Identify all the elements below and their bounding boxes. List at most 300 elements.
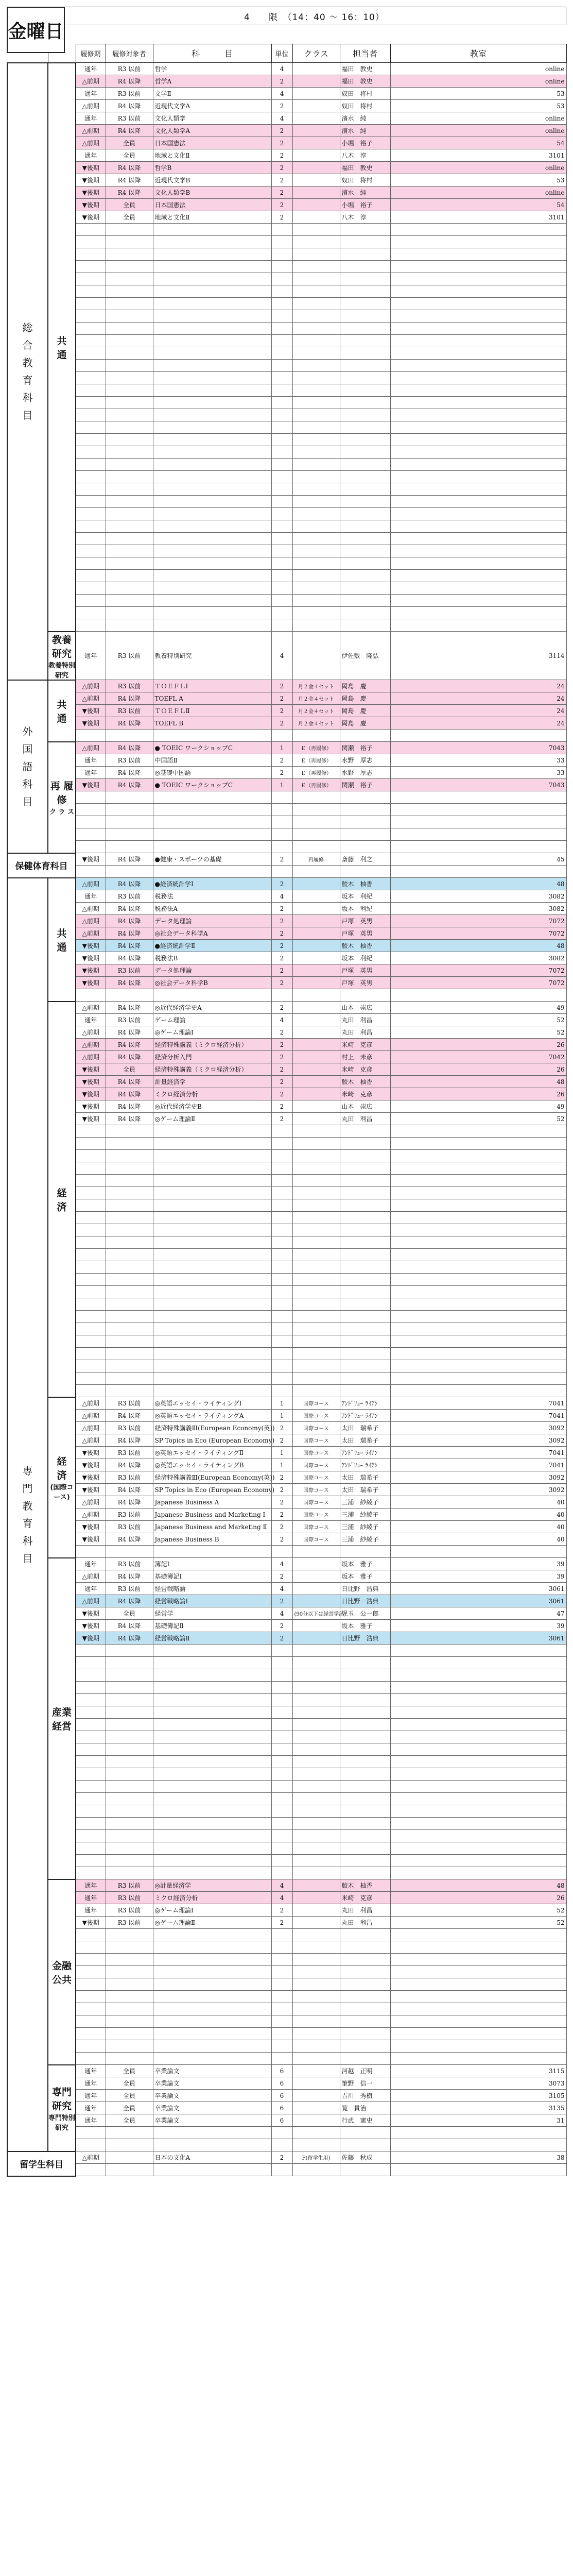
group-label-text: 再 履 修 [50,781,74,806]
credits-cell: 2 [271,1904,292,1917]
teacher-cell: 児玉 公一郎 [340,1607,390,1620]
teacher-cell [340,1546,390,1558]
term-cell [76,1743,106,1756]
course-row [7,2077,566,2090]
term-cell: 通年 [76,1904,106,1917]
subject-cell: ● TOEIC ワークショップC [153,779,271,791]
room-cell [390,1348,566,1360]
teacher-cell: 米崎 克彦 [340,1039,390,1051]
subject-cell: 教養特別研究 [153,632,271,680]
credits-cell: 2 [271,125,292,137]
credits-cell [271,1978,292,1991]
teacher-cell [340,508,390,520]
empty-row [7,557,566,570]
group-sublabel-text: 教養特別研究 [48,662,76,680]
term-cell [76,1657,106,1669]
room-cell: 3092 [390,1484,566,1496]
class-cell: 月２金４セット [292,692,340,705]
class-cell [292,1138,340,1150]
course-row [7,977,566,989]
teacher-cell [340,1793,390,1805]
credits-cell: 2 [271,1521,292,1533]
target-cell [106,1842,153,1855]
target-cell [106,1335,153,1348]
target-cell: R3 以前 [106,1892,153,1904]
room-cell [390,545,566,557]
empty-row [7,2040,566,2053]
target-cell [106,323,153,335]
empty-row [7,1966,566,1978]
empty-row [7,1274,566,1286]
credits-cell: 1 [271,1397,292,1410]
class-cell [292,1781,340,1793]
teacher-cell: ｱﾝﾄﾞﾘｭｰ ﾗｲｱﾝ [340,1459,390,1471]
target-cell [106,1311,153,1323]
course-row [7,2114,566,2127]
credits-cell [271,1546,292,1558]
section-label-text: 総合教育科目 [22,321,33,421]
target-cell [106,804,153,816]
credits-cell [271,570,292,582]
room-cell [390,619,566,632]
credits-cell [271,236,292,248]
credits-cell: 1 [271,1447,292,1459]
credits-cell [271,730,292,742]
subject-cell [153,384,271,397]
empty-row [7,1286,566,1298]
room-cell [390,1138,566,1150]
class-cell [292,1236,340,1249]
teacher-cell: 坂本 雅子 [340,1570,390,1583]
term-cell [76,1669,106,1682]
section-label-hoken [7,853,76,878]
subject-cell: データ処理論 [153,915,271,927]
group-label-text: 教養研究 [51,634,72,659]
teacher-cell [340,1756,390,1768]
room-cell: 48 [390,940,566,952]
room-cell [390,1966,566,1978]
room-cell [390,261,566,273]
class-cell [292,1039,340,1051]
credits-cell [271,273,292,285]
room-cell: online [390,112,566,125]
class-cell [292,1212,340,1224]
credits-cell: 2 [271,174,292,187]
empty-row [7,1645,566,1657]
credits-cell: 2 [271,705,292,717]
term-cell [76,459,106,471]
credits-cell [271,2040,292,2053]
term-cell: ▼後期 [76,1471,106,1484]
room-cell [390,1991,566,2003]
class-cell [292,2003,340,2015]
subject-cell [153,397,271,409]
target-cell: R4 以降 [106,692,153,705]
room-cell [390,1212,566,1224]
subject-cell [153,1966,271,1978]
empty-row [7,1348,566,1360]
teacher-cell: 米崎 克彦 [340,1088,390,1100]
empty-row [7,1694,566,1706]
empty-row [7,1335,566,1348]
subject-cell [153,533,271,545]
room-cell [390,1842,566,1855]
term-cell: 通年 [76,1558,106,1570]
subject-cell [153,261,271,273]
teacher-cell [340,2040,390,2053]
target-cell [106,347,153,360]
teacher-cell [340,1731,390,1743]
target-cell: 全員 [106,1607,153,1620]
group-label [48,632,76,680]
teacher-cell [340,1236,390,1249]
subject-cell: 哲学 [153,63,271,75]
empty-row [7,2028,566,2040]
subject-cell [153,1125,271,1138]
room-cell [390,2164,566,2176]
target-cell [106,310,153,323]
target-cell: 全員 [106,137,153,149]
group-sublabel-text: 専門特別研究 [48,2114,76,2132]
target-cell: R4 以降 [106,1410,153,1422]
target-cell: R3 以前 [106,705,153,717]
credits-cell [271,471,292,483]
course-row [7,162,566,174]
term-cell: 通年 [76,63,106,75]
teacher-cell [340,2139,390,2151]
course-row [7,211,566,224]
teacher-cell [340,791,390,804]
class-cell [292,1768,340,1781]
term-cell: ▼後期 [76,964,106,977]
room-cell: 47 [390,1607,566,1620]
room-cell [390,1150,566,1162]
term-cell [76,1125,106,1138]
target-cell: R3 以前 [106,1583,153,1595]
course-row [7,1632,566,1645]
empty-row [7,1187,566,1199]
term-cell [76,791,106,804]
target-cell [106,372,153,384]
term-cell [76,2003,106,2015]
target-cell: R3 以前 [106,1879,153,1892]
teacher-cell: 米崎 克彦 [340,1892,390,1904]
target-cell [106,446,153,459]
target-cell [106,1669,153,1682]
empty-row [7,804,566,816]
timetable-sheet [7,7,566,2576]
course-row [7,1397,566,1410]
class-cell [292,2065,340,2077]
room-cell [390,1125,566,1138]
target-cell [106,1682,153,1694]
subject-cell [153,1138,271,1150]
room-cell: 54 [390,199,566,211]
term-cell [76,1138,106,1150]
room-cell [390,866,566,878]
teacher-cell [340,1694,390,1706]
subject-cell [153,1991,271,2003]
term-cell [76,1274,106,1286]
empty-row [7,508,566,520]
subject-cell [153,1311,271,1323]
term-cell: △前期 [76,75,106,88]
subject-cell [153,791,271,804]
teacher-cell: 奴田 将村 [340,174,390,187]
section-label-senmon [7,878,48,2151]
teacher-cell: 坂本 利紀 [340,952,390,964]
term-cell: 通年 [76,149,106,162]
subject-cell [153,828,271,841]
room-cell [390,1954,566,1966]
credits-cell [271,483,292,496]
target-cell [106,1830,153,1842]
target-cell [106,791,153,804]
credits-cell [271,1818,292,1830]
teacher-cell: 戸塚 英男 [340,964,390,977]
subject-cell: ●経済統計学Ⅱ [153,940,271,952]
empty-row [7,1372,566,1385]
room-cell [390,1805,566,1818]
term-cell: 通年 [76,2065,106,2077]
credits-cell [271,1954,292,1966]
teacher-cell: 坂本 利紀 [340,903,390,915]
group-sublabel-text: (国際コース) [50,1483,74,1501]
section-label-text: 留学生科目 [20,2160,63,2170]
term-cell [76,273,106,285]
period-heading: 4 限 （14：40 ～ 16：10） [63,7,566,25]
teacher-cell [340,384,390,397]
target-cell: 全員 [106,1063,153,1076]
teacher-cell: 関瀬 裕子 [340,779,390,791]
term-cell: ▼後期 [76,1484,106,1496]
class-cell [292,1978,340,1991]
term-cell: 通年 [76,1879,106,1892]
teacher-cell: 三浦 紗綾子 [340,1496,390,1509]
term-cell [76,1706,106,1719]
teacher-cell [340,2015,390,2028]
subject-cell [153,508,271,520]
teacher-cell: 戸塚 英男 [340,915,390,927]
credits-cell [271,1941,292,1954]
credits-cell [271,335,292,347]
target-cell: R4 以降 [106,1113,153,1125]
room-cell [390,520,566,533]
target-cell [106,397,153,409]
empty-row [7,545,566,557]
target-cell [106,508,153,520]
teacher-cell [340,1360,390,1372]
course-row [7,717,566,730]
room-cell [390,533,566,545]
class-cell [292,1076,340,1088]
credits-cell: 2 [271,767,292,779]
section-label-text: 外国語科目 [22,725,33,808]
credits-cell: 4 [271,1014,292,1026]
class-cell [292,1385,340,1397]
class-cell [292,1805,340,1818]
teacher-cell: 太田 瑞希子 [340,1484,390,1496]
teacher-cell [340,828,390,841]
empty-row [7,372,566,384]
class-cell [292,199,340,211]
empty-row [7,1162,566,1175]
teacher-cell: 三浦 紗綾子 [340,1509,390,1521]
term-cell [76,619,106,632]
target-cell [106,545,153,557]
class-cell [292,1113,340,1125]
credits-cell [271,1348,292,1360]
course-row [7,1917,566,1929]
target-cell: R4 以降 [106,717,153,730]
subject-cell [153,1781,271,1793]
term-cell [76,1781,106,1793]
course-row [7,1014,566,1026]
subject-cell: ◎近代経済学史A [153,1002,271,1014]
teacher-cell: 小堀 裕子 [340,137,390,149]
course-row [7,705,566,717]
teacher-cell [340,1385,390,1397]
teacher-cell: ｱﾝﾄﾞﾘｭｰ ﾗｲｱﾝ [340,1397,390,1410]
target-cell: R4 以降 [106,1632,153,1645]
teacher-cell [340,1187,390,1199]
class-cell [292,619,340,632]
credits-cell [271,804,292,816]
subject-cell [153,335,271,347]
target-cell: R3 以前 [106,1917,153,1929]
subject-cell: ● TOEIC ワークショップC [153,742,271,754]
term-cell: 通年 [76,754,106,767]
target-cell [106,2151,153,2164]
group-label [48,1558,76,1879]
subject-cell [153,347,271,360]
empty-row [7,791,566,804]
room-cell: 7043 [390,779,566,791]
subject-cell: 中国語Ⅱ [153,754,271,767]
term-cell [76,2040,106,2053]
target-cell [106,1274,153,1286]
class-cell [292,915,340,927]
class-cell: 国際コース [292,1397,340,1410]
target-cell: 全員 [106,2077,153,2090]
subject-cell [153,310,271,323]
class-cell: (90分以下は経営学部) [292,1607,340,1620]
class-cell: 再履修 [292,853,340,866]
term-cell [76,508,106,520]
teacher-cell: 日比野 浩典 [340,1595,390,1607]
empty-row [7,1805,566,1818]
term-cell [76,323,106,335]
teacher-cell: 福田 教史 [340,63,390,75]
teacher-cell [340,595,390,607]
course-row [7,754,566,767]
term-cell: △前期 [76,1422,106,1434]
room-cell [390,1818,566,1830]
empty-row [7,2164,566,2176]
teacher-cell [340,1274,390,1286]
subject-cell [153,446,271,459]
teacher-cell [340,1249,390,1261]
course-row [7,1422,566,1434]
subject-cell [153,1682,271,1694]
class-cell [292,1904,340,1917]
term-cell: 通年 [76,1014,106,1026]
empty-row [7,607,566,619]
term-cell [76,347,106,360]
class-cell [292,866,340,878]
target-cell [106,1991,153,2003]
room-cell [390,1372,566,1385]
term-cell [76,570,106,582]
day-label: 金曜日 [7,7,65,53]
empty-row [7,1768,566,1781]
room-cell [390,1286,566,1298]
target-cell [106,2040,153,2053]
subject-cell: 経済特殊講義（ミクロ経済分析） [153,1063,271,1076]
target-cell [106,1199,153,1212]
subject-cell [153,1323,271,1335]
credits-cell: 2 [271,75,292,88]
room-cell [390,1731,566,1743]
target-cell [106,619,153,632]
term-cell [76,1249,106,1261]
credits-cell: 2 [271,1422,292,1434]
credits-cell: 2 [271,964,292,977]
class-cell [292,459,340,471]
class-cell [292,952,340,964]
subject-cell: ◎ゲーム理論Ⅱ [153,1917,271,1929]
credits-cell [271,1657,292,1669]
empty-row [7,816,566,828]
term-cell: 通年 [76,2102,106,2114]
room-cell [390,2127,566,2139]
course-row [7,149,566,162]
credits-cell [271,1830,292,1842]
target-cell [106,2164,153,2176]
class-cell: 国際コース [292,1521,340,1533]
room-cell [390,828,566,841]
subject-cell [153,1385,271,1397]
class-cell [292,1335,340,1348]
class-cell [292,791,340,804]
target-cell [106,730,153,742]
class-cell [292,890,340,903]
teacher-cell [340,434,390,446]
class-cell [292,816,340,828]
subject-cell [153,323,271,335]
empty-row [7,1385,566,1397]
teacher-cell: 丸田 利昌 [340,1917,390,1929]
teacher-cell: 鮫木 柚香 [340,878,390,890]
term-cell [76,1385,106,1397]
empty-row [7,459,566,471]
target-cell [106,1175,153,1187]
teacher-cell [340,1138,390,1150]
credits-cell: 6 [271,2102,292,2114]
room-cell: 53 [390,174,566,187]
credits-cell [271,2053,292,2065]
room-cell [390,310,566,323]
credits-cell [271,2003,292,2015]
subject-cell [153,1768,271,1781]
credits-cell [271,1781,292,1793]
target-cell [106,1546,153,1558]
credits-cell: 2 [271,1434,292,1447]
teacher-cell [340,570,390,582]
empty-row [7,1793,566,1805]
teacher-cell: 村上 未彦 [340,1051,390,1063]
teacher-cell [340,1657,390,1669]
